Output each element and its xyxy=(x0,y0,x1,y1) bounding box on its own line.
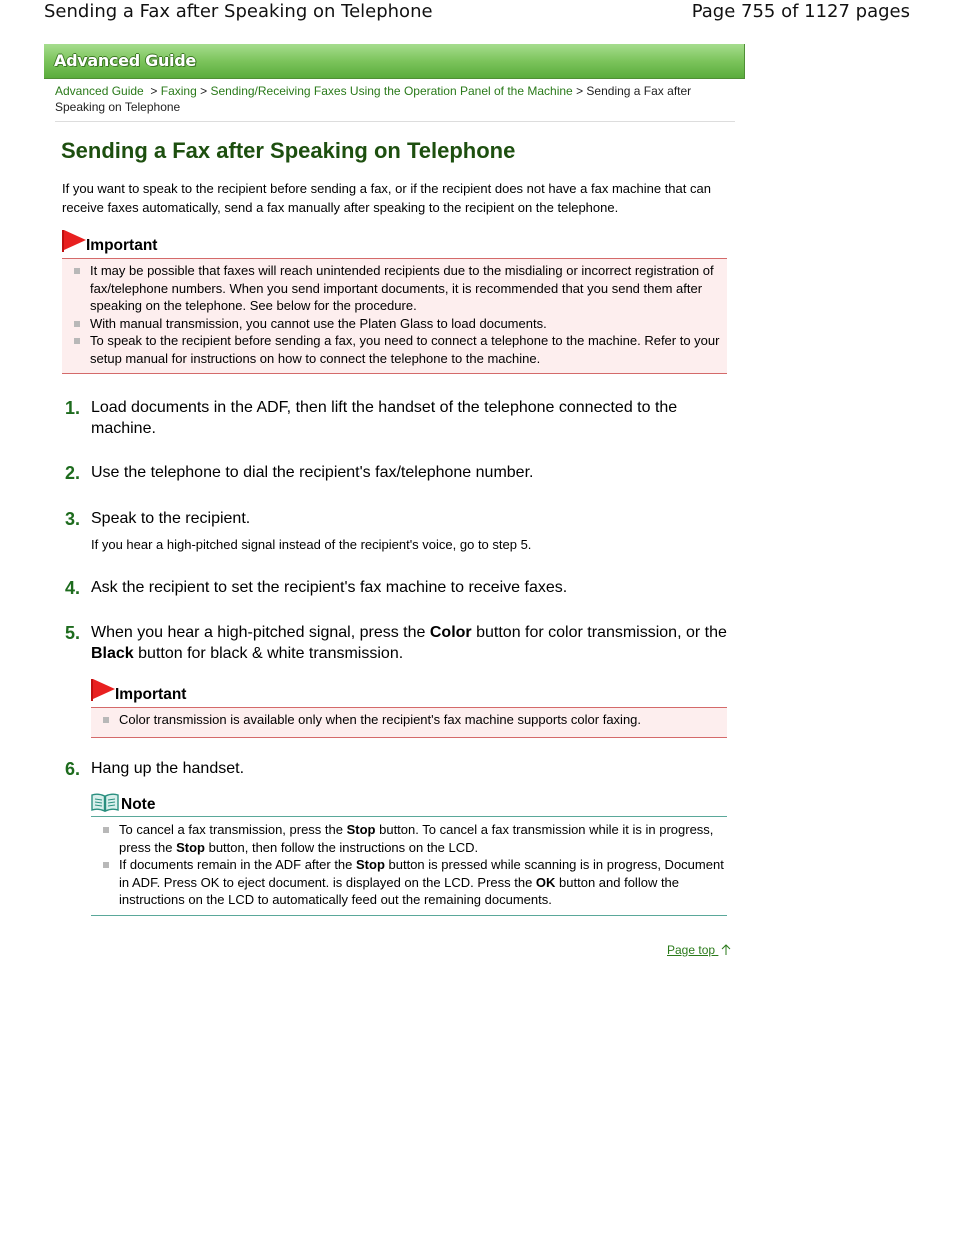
step-text-part: button for color transmission, or the xyxy=(471,624,727,641)
important-item: To speak to the recipient before sending a fax, you need to connect a telephone to the machine. Refer to your setup manual for instructions on how to connect the telephone to the machine. xyxy=(62,332,727,367)
page-header-title: Sending a Fax after Speaking on Telephone xyxy=(44,1,433,22)
note-box xyxy=(91,816,727,916)
ok-button-label: OK xyxy=(535,874,556,890)
breadcrumb xyxy=(55,83,735,122)
breadcrumb-faxing[interactable]: Faxing xyxy=(160,84,197,98)
step-text-part: When you hear a high-pitched signal, press the xyxy=(91,624,430,641)
important-item: It may be possible that faxes will reach unintended recipients due to the misdialing or incorrect registration of fax/telephone numbers. When you send important documents, it is recommended that you send them after speaking on the telephone. See below for the procedure. xyxy=(62,262,727,315)
note-text: If documents remain in the ADF after the xyxy=(119,857,357,873)
important-flag-icon xyxy=(62,230,86,252)
breadcrumb-separator: > xyxy=(200,84,208,98)
intro-paragraph: If you want to speak to the recipient before sending a fax, or if the recipient does not have a fax machine that can receive faxes automatically, send a fax manually after speaking to the recipient on the telephone. xyxy=(62,181,711,215)
breadcrumb-sending-receiving[interactable]: Sending/Receiving Faxes Using the Operation Panel of the Machine xyxy=(210,84,573,98)
step-number: 4. xyxy=(65,578,81,598)
color-button-label: Color xyxy=(429,624,472,641)
page-counter: Page 755 of 1127 pages xyxy=(691,1,910,22)
page-top-link[interactable] xyxy=(667,943,731,957)
step-text xyxy=(91,623,727,664)
page-header xyxy=(0,0,954,30)
step-text-part: button for black & white transmission. xyxy=(133,644,404,662)
stop-button-label: Stop xyxy=(346,822,376,837)
step-3-detail: If you hear a high-pitched signal instead of the recipient's voice, go to step 5. xyxy=(91,537,532,552)
step-text: Speak to the recipient. xyxy=(91,510,251,527)
important-flag-icon xyxy=(91,679,115,701)
note-heading: Note xyxy=(121,796,156,813)
step-text: Hang up the handset. xyxy=(91,760,245,777)
important-item: Color transmission is available only when the recipient's fax machine supports color faxing. xyxy=(91,711,727,729)
breadcrumb-separator: > xyxy=(576,84,584,98)
step-number: 3. xyxy=(65,509,81,529)
important-item: With manual transmission, you cannot use the Platen Glass to load documents. xyxy=(62,315,727,333)
breadcrumb-current: Sending a Fax after Speaking on Telephone xyxy=(55,84,692,114)
important-box xyxy=(62,258,727,374)
note-text: To cancel a fax transmission, press the xyxy=(119,822,347,837)
note-text: button is pressed while scanning is in progress, Document in ADF. Press OK to eject document. is displayed on the LCD. Press the xyxy=(119,857,724,890)
important-heading: Important xyxy=(86,237,158,254)
note-item xyxy=(91,821,727,856)
banner-label: Advanced Guide xyxy=(54,51,196,70)
note-text: button, then follow the instructions on the LCD. xyxy=(204,839,479,855)
step-number: 1. xyxy=(65,398,81,418)
page-top-label: Page top xyxy=(667,943,716,957)
note-book-icon xyxy=(91,792,119,812)
advanced-guide-banner xyxy=(44,44,745,79)
step-text: Load documents in the ADF, then lift the handset of the telephone connected to the machine. xyxy=(91,399,678,437)
breadcrumb-advanced-guide[interactable]: Advanced Guide xyxy=(55,84,144,98)
note-text: button and follow the instructions on the LCD to automatically feed out the remaining documents. xyxy=(119,874,680,908)
stop-button-label: Stop xyxy=(176,839,205,855)
step-number: 6. xyxy=(65,759,81,779)
step-text: Ask the recipient to set the recipient's fax machine to receive faxes. xyxy=(91,579,568,596)
page-title: Sending a Fax after Speaking on Telephone xyxy=(61,138,516,163)
note-item xyxy=(91,856,727,909)
black-button-label: Black xyxy=(91,644,134,662)
arrow-up-icon xyxy=(721,944,731,955)
step-number: 2. xyxy=(65,463,81,483)
note-text: button. To cancel a fax transmission while it is in progress, press the xyxy=(119,822,714,855)
important-heading: Important xyxy=(115,686,187,703)
breadcrumb-separator: > xyxy=(150,84,158,98)
step-text: Use the telephone to dial the recipient's fax/telephone number. xyxy=(91,464,534,481)
important-box xyxy=(91,707,727,738)
stop-button-label: Stop xyxy=(356,857,385,873)
step-number: 5. xyxy=(65,623,81,643)
